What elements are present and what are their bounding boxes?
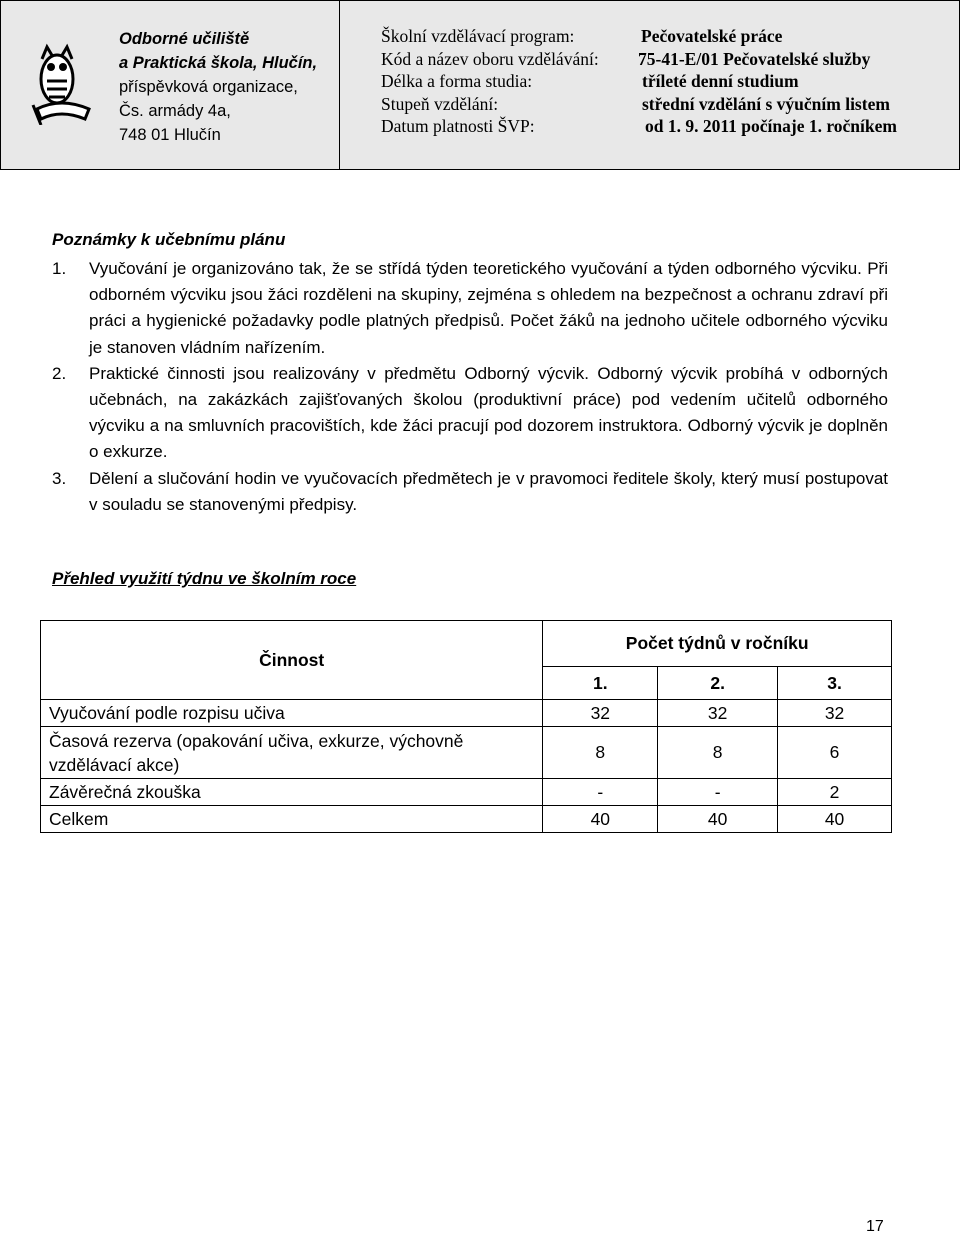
school-line: příspěvková organizace,: [119, 78, 298, 96]
table-row: [41, 806, 892, 833]
value-cell: 8: [543, 727, 658, 779]
program-label: Školní vzdělávací program:: [381, 26, 575, 46]
notes-title: Poznámky k učebnímu plánu: [52, 230, 286, 249]
table-row: [41, 727, 892, 779]
value-cell: -: [543, 779, 658, 806]
value-cell: 32: [543, 700, 658, 727]
school-line: Čs. armády 4a,: [119, 102, 231, 120]
program-value: střední vzdělání s výučním listem: [642, 93, 890, 114]
owl-logo-icon: [25, 39, 97, 125]
value-cell: 40: [543, 806, 658, 833]
value-cell: -: [658, 779, 778, 806]
program-value: 75-41-E/01 Pečovatelské služby: [638, 48, 871, 69]
program-label: Délka a forma studia:: [381, 71, 533, 91]
program-value: tříleté denní studium: [642, 71, 799, 91]
weeks-table: [40, 620, 892, 833]
value-cell: 6: [778, 727, 892, 779]
list-item: [52, 466, 888, 518]
school-line: 748 01 Hlučín: [119, 126, 221, 144]
school-block: [1, 1, 340, 169]
item-number: 1.: [52, 259, 67, 278]
table-row: [41, 700, 892, 727]
program-value: Pečovatelské práce: [641, 26, 783, 46]
header-year: 3.: [778, 667, 892, 700]
item-text: Dělení a slučování hodin ve vyučovacích předmětech je v pravomoci ředitele školy, který musí postupovat v souladu se stanovenými předpisy.: [89, 468, 888, 514]
program-value: od 1. 9. 2011 počínaje 1. ročníkem: [645, 116, 897, 136]
header-weeks: Počet týdnů v ročníku: [543, 621, 892, 667]
item-number: 3.: [52, 468, 67, 488]
overview-title: Přehled využití týdnu ve školním roce: [52, 569, 357, 588]
program-label: Datum platnosti ŠVP:: [381, 116, 535, 136]
list-item: [52, 361, 888, 466]
program-label: Kód a název oboru vzdělávání:: [381, 48, 599, 69]
value-cell: 40: [778, 806, 892, 833]
header-year: 1.: [543, 667, 658, 700]
activity-cell: Časová rezerva (opakování učiva, exkurze, výchovně vzdělávací akce): [41, 727, 543, 779]
list-item: [52, 256, 888, 361]
table-row: [41, 779, 892, 806]
header-year: 2.: [658, 667, 778, 700]
activity-cell: Závěrečná zkouška: [41, 779, 543, 806]
item-text: Praktické činnosti jsou realizovány v předmětu Odborný výcvik. Odborný výcvik probíhá v odborných učebnách, na zakázkách zajišťovaných školou (produktivní práce) pod vedením učitelů odborného výcviku a na smluvních pracovištích, kde žáci pracují pod dozorem instruktora. Odborný výcvik je doplněn o exkurze.: [89, 363, 888, 462]
document-header: [0, 0, 960, 170]
value-cell: 2: [778, 779, 892, 806]
notes-list: [52, 256, 888, 518]
item-number: 2.: [52, 363, 67, 383]
school-name: [119, 27, 317, 147]
activity-cell: Celkem: [41, 806, 543, 833]
activity-cell: Vyučování podle rozpisu učiva: [41, 700, 543, 727]
value-cell: 40: [658, 806, 778, 833]
table-header-row: [41, 621, 892, 667]
page-number: 17: [866, 1218, 884, 1235]
value-cell: 32: [778, 700, 892, 727]
value-cell: 32: [658, 700, 778, 727]
school-line: a Praktická škola, Hlučín,: [119, 54, 318, 72]
value-cell: 8: [658, 727, 778, 779]
school-line: Odborné učiliště: [119, 30, 250, 48]
program-label: Stupeň vzdělání:: [381, 93, 499, 114]
item-text: Vyučování je organizováno tak, že se střídá týden teoretického vyučování a týden odborného výcviku. Při odborném výcviku jsou žáci rozděleni na skupiny, zejména s ohledem na bezpečnost a ochranu zdraví při práci a hygienické požadavky podle platných předpisů. Počet žáků na jednoho učitele odborného výcviku je stanoven vládním nařízením.: [89, 259, 888, 357]
header-activity: Činnost: [41, 621, 543, 700]
